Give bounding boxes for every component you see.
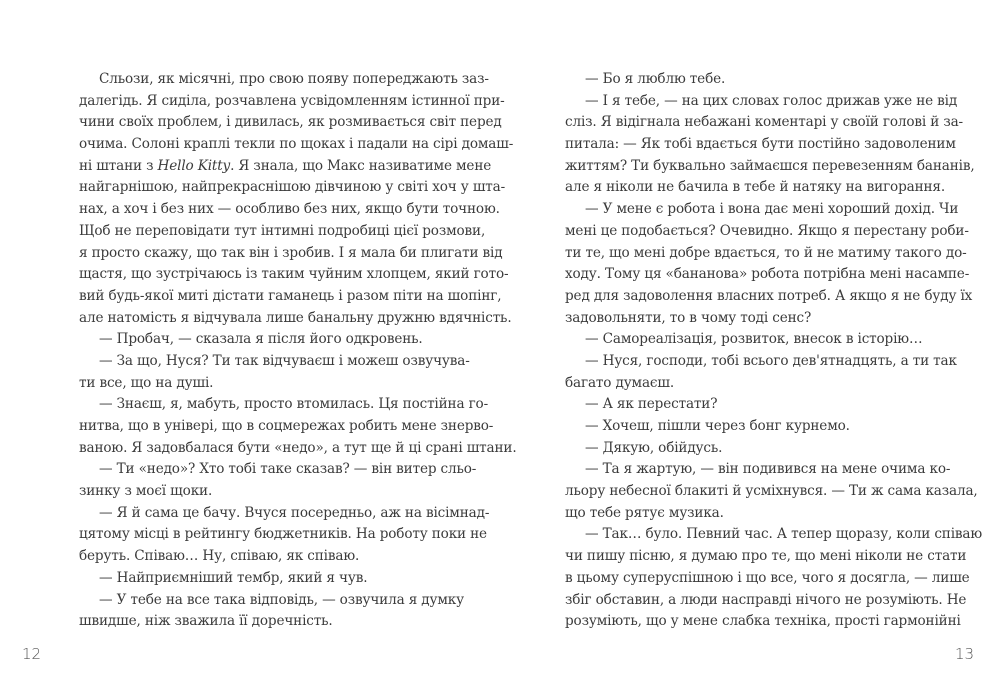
text-line (565, 524, 983, 546)
text-span: але я ніколи не бачила в тебе й натяку на вигорання. (565, 179, 946, 196)
text-line (565, 351, 957, 373)
text-span: ваною. Я задовбалася бути «недо», а тут ще й ці срані штани. (79, 439, 517, 456)
text-span: задовольняти, то в чому тоді сенс? (565, 309, 812, 326)
text-span: щастя, що зустрічаюсь із таким чуйним хлопцем, який гото- (79, 266, 509, 283)
text-span: . Я знала, що Макс називатиме мене (230, 157, 492, 174)
text-span: — Знаєш, я, мабуть, просто втомилась. Ця постійна го- (99, 396, 489, 413)
text-line (79, 69, 489, 91)
text-line (565, 112, 963, 134)
text-span: ред для задоволення власних потреб. А якщо я не буду їх (565, 287, 973, 304)
text-span: чи пишу пісню, я думаю про те, що мені ніколи не стати (565, 548, 967, 565)
text-span: очима. Солоні краплі текли по щоках і падали на сірі домаш- (79, 136, 514, 153)
text-span: — Найприємніший тембр, який я чув. (99, 569, 368, 586)
text-span: швидше, ніж зважила її доречність. (79, 613, 333, 630)
text-span: — Самореалізація, розвиток, внесок в історію… (585, 331, 923, 348)
text-line (79, 134, 514, 156)
text-span: в цьому суперуспішною і що все, чого я досягла, — лише (565, 569, 970, 586)
text-line (79, 351, 470, 373)
text-line (79, 590, 464, 612)
text-line (79, 286, 502, 308)
text-span: сліз. Я відігнала небажані коментарі у своїй голові й за- (565, 114, 963, 131)
text-line (565, 373, 927, 395)
text-line (565, 503, 927, 525)
text-line (79, 199, 500, 221)
text-line (565, 286, 973, 308)
text-span: — Нуся, господи, тобі всього дев'ятнадцять, а ти так (585, 352, 957, 369)
text-line (79, 329, 441, 351)
text-line (565, 590, 967, 612)
text-span: розуміють, що у мене слабка техніка, прості гармонійні (565, 613, 961, 630)
text-span: — Та я жартую, — він подивився на мене очима ко- (585, 461, 951, 478)
text-line (79, 112, 502, 134)
text-line (565, 329, 927, 351)
text-span: життям? Ти буквально займаєшся перевезенням бананів, (565, 157, 975, 174)
text-line (79, 416, 494, 438)
italic-text: Hello Kitty (157, 157, 231, 174)
text-span: беруть. Співаю… Ну, співаю, як співаю. (79, 548, 360, 565)
right-page-text (565, 69, 983, 633)
text-line (565, 568, 970, 590)
text-line (79, 221, 486, 243)
text-span: питала: — Як тобі вдається бути постійно задоволеним (565, 136, 956, 153)
text-span: — У мене є робота і вона дає мені хороший дохід. Чи (585, 201, 959, 218)
text-line (565, 308, 927, 330)
text-span: — Хочеш, пішли через бонг курнемо. (585, 418, 850, 434)
text-span: нах, а хоч і без них — особливо без них, якщо бути точною. (79, 201, 500, 218)
text-span: багато думаєш. (565, 374, 675, 391)
text-line (565, 459, 951, 481)
text-line (79, 481, 441, 503)
text-line (565, 546, 967, 568)
left-page-text (79, 69, 517, 633)
text-line (565, 264, 970, 286)
text-line (565, 394, 927, 416)
text-span: нитва, що в універі, що в соцмережах робить мене знерво- (79, 418, 494, 434)
text-span: — Дякую, обійдусь. (585, 439, 723, 456)
text-span: збіг обставин, а люди насправді нічого не розуміють. Не (565, 591, 967, 608)
text-line (565, 134, 956, 156)
text-span: що тебе рятує музика. (565, 504, 724, 521)
text-span: ходу. Тому ця «бананова» робота потрібна мені насампе- (565, 266, 970, 283)
text-line (565, 221, 969, 243)
text-span: — Пробач, — сказала я після його одкровень. (99, 331, 423, 348)
text-span: цятому місці в рейтингу бюджетників. На роботу поки не (79, 526, 487, 543)
text-line (79, 568, 441, 590)
text-span: я просто скажу, що так він і зробив. І я мала би плигати від (79, 244, 503, 261)
text-span: далегідь. Я сиділа, розчавлена усвідомленням істинної при- (79, 92, 505, 109)
text-line (565, 91, 958, 113)
text-span: льору небесної блакиті й усміхнувся. — Ти ж сама казала, (565, 483, 978, 500)
text-line (565, 438, 927, 460)
text-line (79, 308, 512, 330)
text-span: але натомість я відчувала лише банальну дружню вдячність. (79, 309, 512, 326)
text-line (79, 503, 490, 525)
text-span: — Бо я люблю тебе. (585, 71, 726, 87)
text-line (565, 416, 927, 438)
text-line (79, 243, 503, 265)
text-line (565, 199, 959, 221)
text-line (565, 481, 978, 503)
text-span: ти те, що мені добре вдається, то й не матиму такого до- (565, 244, 967, 261)
text-line (79, 177, 506, 199)
text-span: ти все, що на душі. (79, 374, 214, 391)
text-line (79, 459, 477, 481)
text-line (79, 394, 489, 416)
text-line (79, 611, 441, 633)
text-line (565, 611, 961, 633)
text-line (79, 373, 441, 395)
text-span: — А як перестати? (585, 396, 718, 413)
text-span: — І я тебе, — на цих словах голос дрижав уже не від (585, 92, 958, 109)
text-line (565, 69, 927, 91)
text-span: Щоб не переповідати тут інтимні подробиці цієї розмови, (79, 222, 486, 239)
text-line (565, 243, 967, 265)
text-span: мені це подобається? Очевидно. Якщо я перестану роби- (565, 222, 969, 239)
text-span: — Ти «недо»? Хто тобі таке сказав? — він витер сльо- (99, 461, 477, 478)
text-span: — У тебе на все така відповідь, — озвучила я думку (99, 591, 464, 608)
text-span: найгарнішою, найпрекраснішою дівчиною у світі хоч у шта- (79, 179, 506, 196)
text-span: вий будь-якої миті дістати гаманець і разом піти на шопінг, (79, 287, 502, 304)
page-number-left: 12 (22, 645, 42, 663)
text-line (79, 524, 487, 546)
text-span: — Я й сама це бачу. Вчуся посередньо, аж на вісімнад- (99, 504, 490, 521)
text-span: — Так… було. Певний час. А тепер щоразу, коли співаю (585, 526, 983, 543)
text-line (79, 438, 517, 460)
text-line (565, 177, 946, 199)
text-span: Сльози, як місячні, про свою появу попереджають зaз- (99, 71, 489, 87)
page-number-right: 13 (955, 645, 975, 663)
text-span: зинку з моєї щоки. (79, 483, 213, 500)
text-span: чини своїх проблем, і дивилась, як розмивається світ перед (79, 114, 502, 131)
text-line (79, 546, 441, 568)
text-line (79, 91, 505, 113)
text-line (79, 156, 492, 178)
text-line (79, 264, 509, 286)
text-span: ні штани з (79, 157, 158, 174)
text-line (565, 156, 975, 178)
text-span: — За що, Нуся? Ти так відчуваєш і можеш озвучува- (99, 352, 470, 369)
